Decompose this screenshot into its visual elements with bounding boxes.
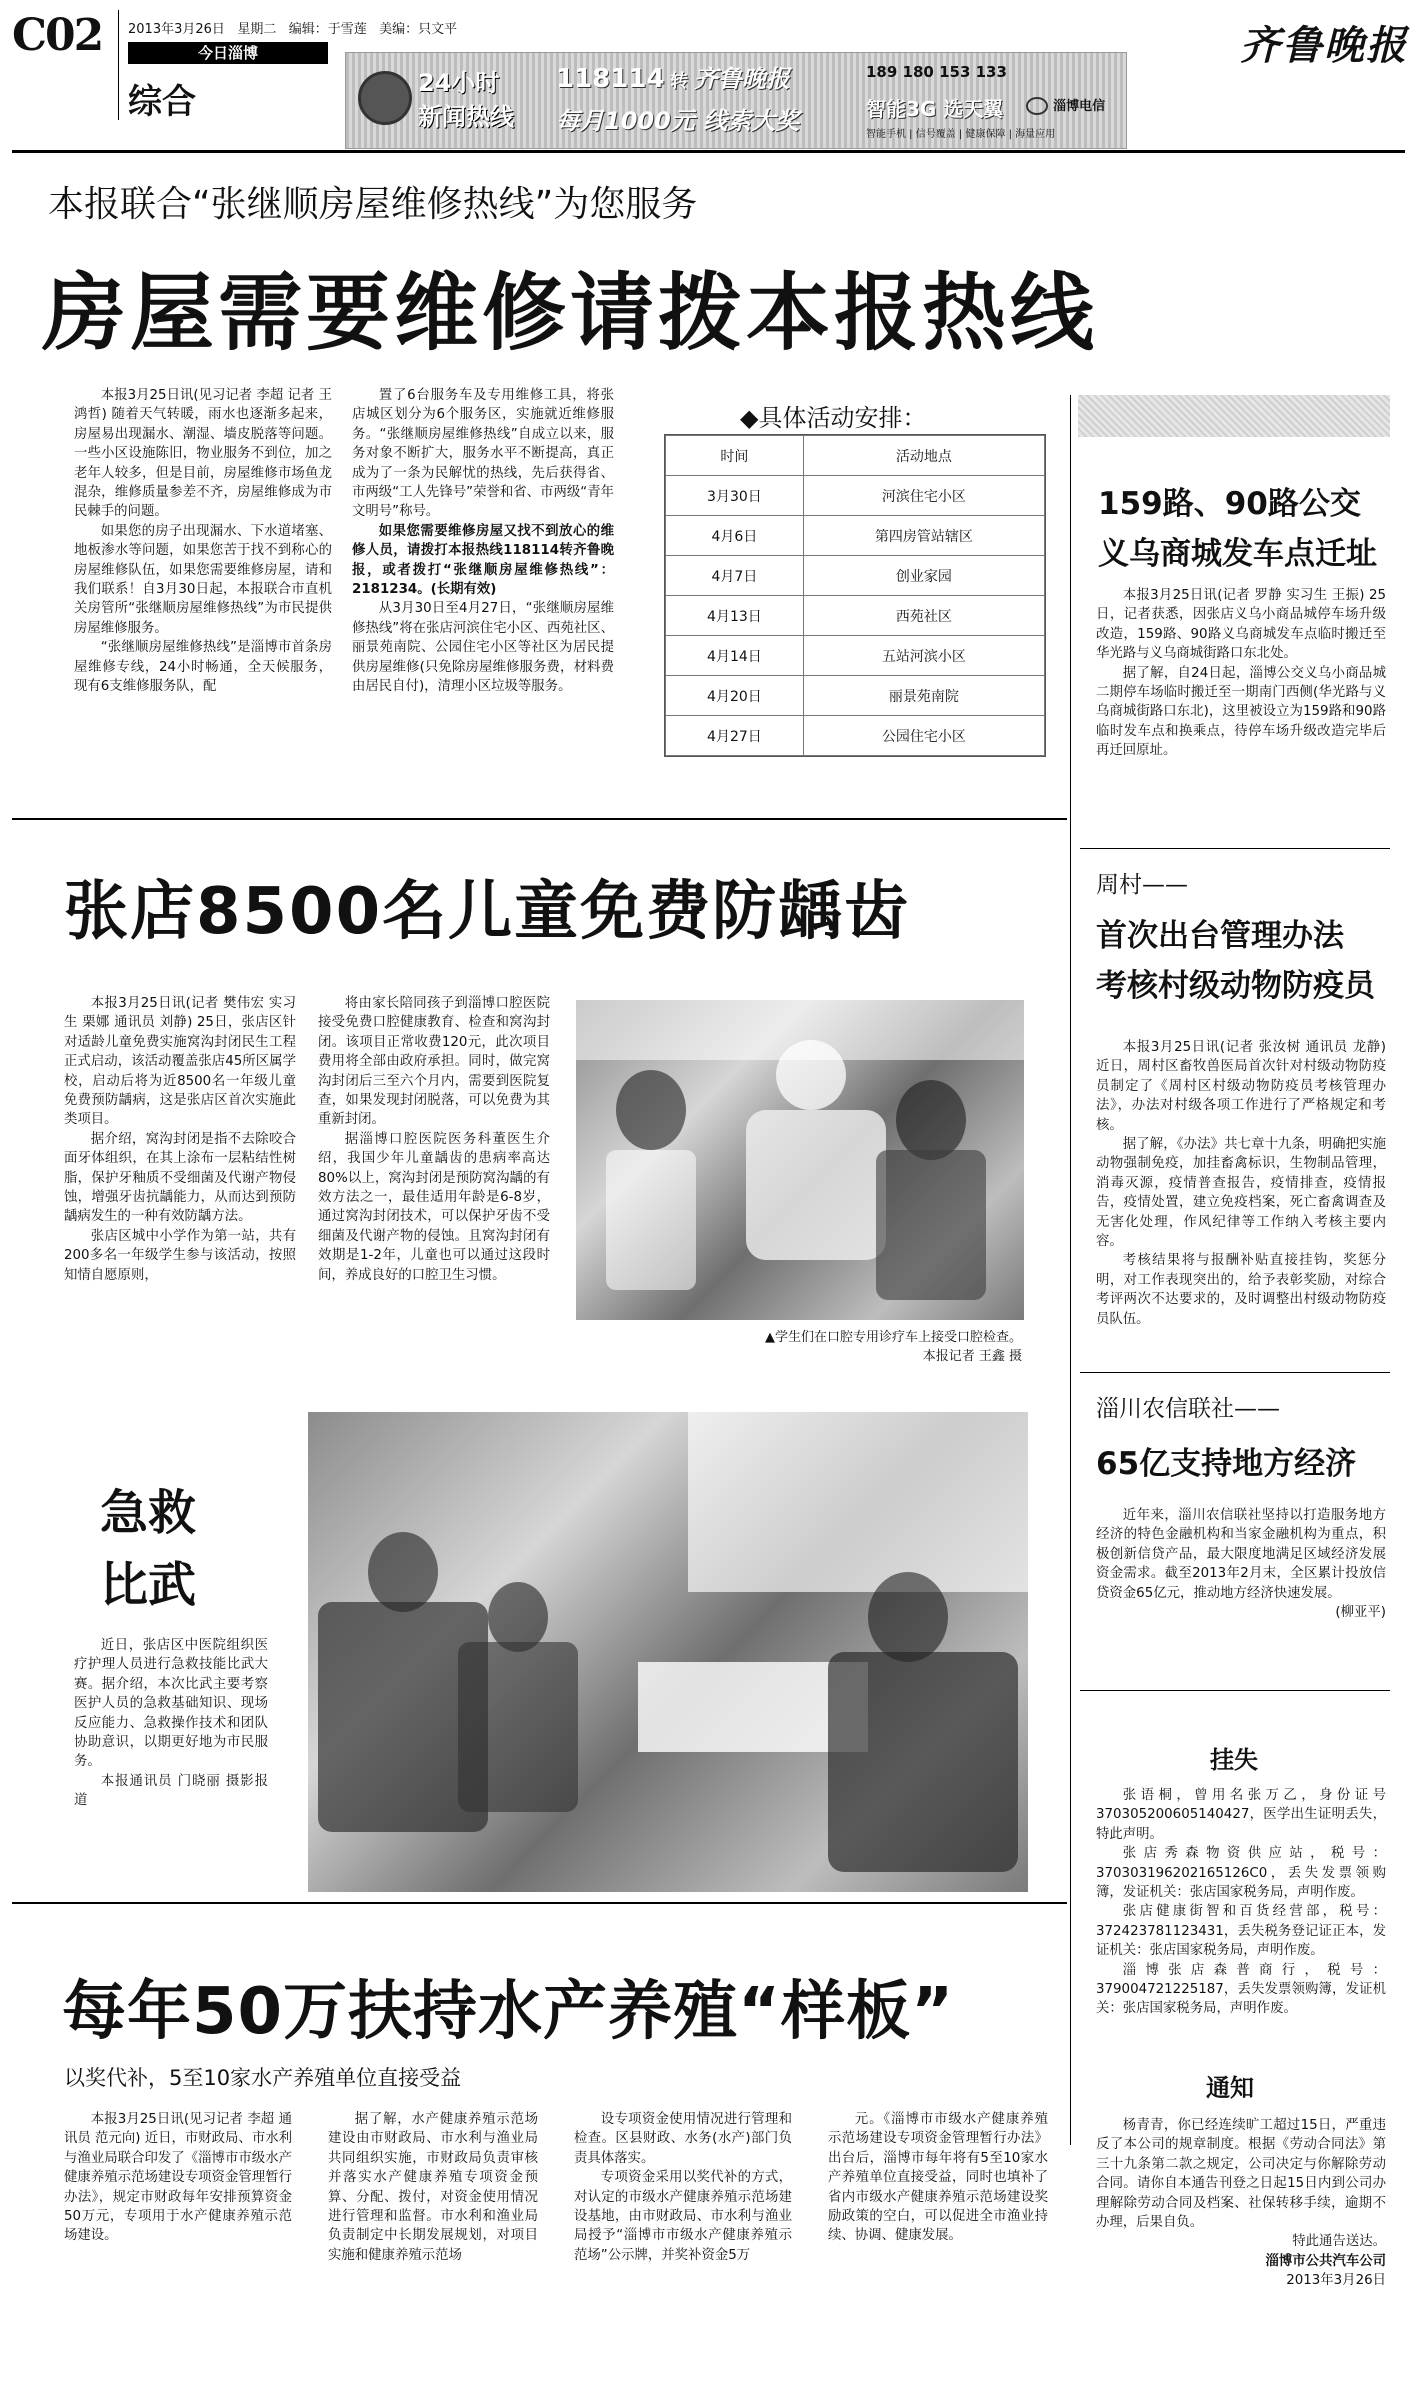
schedule-place: 丽景苑南院 <box>803 676 1044 716</box>
editor-credit: 编辑：于雪莲 <box>288 22 367 37</box>
schedule-row <box>666 636 1045 676</box>
kids-p1: 本报3月25日讯(记者 樊伟宏 实习生 栗娜 通讯员 刘静) 25日，张店区针对适龄儿童免费实施窝沟封闭民生工程正式启动，该活动覆盖张店45所区属学校，启动后将为近8500名一年级儿童免费预防龋病，这是张店区首次实施此类项目。 <box>64 996 296 1128</box>
ad-zhuan: 转 <box>670 71 689 92</box>
zichuan-rule <box>1080 1690 1390 1691</box>
schedule-header-row <box>666 436 1045 476</box>
schedule-table <box>665 435 1045 756</box>
fish-col-3 <box>574 2110 792 2350</box>
ad-slogan: 智能3G 选天翼 <box>866 97 1004 121</box>
schedule-time: 4月6日 <box>666 516 804 556</box>
telecom-icon <box>1026 97 1048 115</box>
issue-weekday: 星期二 <box>237 22 277 37</box>
lead-col-1 <box>74 386 332 806</box>
lead-p2: 如果您的房子出现漏水、下水道堵塞、地板渗水等问题，如果您苦于找不到称心的房屋维修队伍，如果您需要维修房屋，请和我们联系！自3月30日起，本报联合市直机关房管所“张继顺房屋维修热线”为市民提供房屋维修服务。 <box>74 523 332 636</box>
header-rule <box>12 150 1405 153</box>
schedule-place: 河滨住宅小区 <box>803 476 1044 516</box>
ad-number: 118114 <box>556 64 665 94</box>
zichuan-title: 65亿支持地方经济 <box>1096 1446 1357 1482</box>
lead-bottom-rule <box>12 818 1067 820</box>
schedule-header-time: 时间 <box>666 436 804 476</box>
fish-headline: 每年50万扶持水产养殖“样板” <box>62 1975 955 2049</box>
lost-item: 张店健康街智和百货经营部，税号：372423781123431，丢失税务登记证正本，发证机关：张店国家税务局，声明作废。 <box>1096 1904 1386 1959</box>
schedule-title: ◆具体活动安排： <box>740 404 927 432</box>
designer-credit: 美编：只文平 <box>379 22 458 37</box>
fish-col-1 <box>64 2110 292 2350</box>
schedule-time: 4月14日 <box>666 636 804 676</box>
bus-title-1: 159路、90路公交 <box>1098 486 1361 522</box>
lead-p3: “张继顺房屋维修热线”是淄博市首条房屋维修专线，24小时畅通，全天候服务，现有6支维修服务队，配 <box>74 640 332 695</box>
caption-line-1: ▲学生们在口腔专用诊疗车上接受口腔检查。 <box>765 1330 1022 1345</box>
schedule-place: 公园住宅小区 <box>803 716 1044 756</box>
zichuan-kicker: 淄川农信联社—— <box>1096 1396 1280 1422</box>
notice-signer: 淄博市公共汽车公司 <box>1265 2253 1386 2269</box>
ad-telecom: 淄博电信 <box>1053 99 1106 114</box>
schedule-row <box>666 596 1045 636</box>
bus-title-2: 义乌商城发车点迁址 <box>1098 536 1377 572</box>
ad-prize-line: 每月1000元 线索大奖 <box>556 107 800 135</box>
zichuan-p1: 近年来，淄川农信联社坚持以打造服务地方经济的特色金融机构和当家金融机构为重点，积极创新信贷产品，最大限度地满足区域经济发展资金需求。截至2013年2月末，全区累计投放信贷资金65亿元，推动地方经济快速发展。 <box>1096 1508 1386 1601</box>
notice-body <box>1096 2116 1386 2344</box>
firstaid-body <box>74 1636 268 1856</box>
zichuan-byline: (柳亚平) <box>1335 1605 1386 1621</box>
zhoucun-kicker: 周村—— <box>1096 872 1188 898</box>
lead-col-2 <box>352 386 614 806</box>
fish-subhead: 以奖代补，5至10家水产养殖单位直接受益 <box>64 2066 462 2090</box>
header-date-line <box>128 18 457 37</box>
zhoucun-rule <box>1080 1372 1390 1373</box>
firstaid-title-2: 比武 <box>100 1557 197 1613</box>
schedule-row <box>666 516 1045 556</box>
schedule-time: 4月7日 <box>666 556 804 596</box>
zhoucun-p3: 考核结果将与报酬补贴直接挂钩，奖惩分明，对工作表现突出的，给予表彰奖励，对综合考评两次不达要求的，及时调整出村级动物防疫员队伍。 <box>1096 1253 1386 1327</box>
lead-p6: 从3月30日至4月27日，“张继顺房屋维修热线”将在张店河滨住宅小区、西苑社区、丽景苑南院、公园住宅小区等社区为居民提供房屋维修(只免除房屋维修服务费，材料费由居民自付)，清理小区垃圾等服务。 <box>352 601 614 695</box>
schedule-row <box>666 716 1045 756</box>
notice-p1: 杨青青，你已经连续旷工超过15日，严重违反了本公司的规章制度。根据《劳动合同法》第三十九条第二款之规定，公司决定与你解除劳动合同。请你自本通告刊登之日起15日内到公司办理解除劳动合同及档案、社保转移手续，逾期不办理，后果自负。 <box>1096 2118 1386 2231</box>
schedule-place: 第四房管站辖区 <box>803 516 1044 556</box>
bus-body <box>1096 586 1386 840</box>
telecom-logo <box>1026 95 1105 115</box>
schedule-table-wrap <box>664 434 1046 757</box>
bus-rule <box>1080 848 1390 849</box>
fish-col-2 <box>328 2110 538 2350</box>
schedule-row <box>666 676 1045 716</box>
bus-p1: 本报3月25日讯(记者 罗静 实习生 王振) 25日，记者获悉，因张店义乌小商品城停车场升级改造，159路、90路义乌商城发车点临时搬迁至华光路与义乌商城街路口东北处。 <box>1096 588 1386 662</box>
firstaid-bottom-rule <box>12 1902 1067 1904</box>
firstaid-p1: 近日，张店区中医院组织医疗护理人员进行急救技能比武大赛。据介绍，本次比武主要考察医护人员的急救基础知识、现场反应能力、急救操作技术和团队协助意识，以期更好地为市民服务。 <box>74 1638 268 1770</box>
phone-icon <box>358 71 412 125</box>
lost-item: 张语桐，曾用名张万乙，身份证号370305200605140427，医学出生证明丢失，特此声明。 <box>1096 1788 1386 1842</box>
header-divider <box>118 10 119 120</box>
schedule-row <box>666 476 1045 516</box>
lead-p4: 置了6台服务车及专用维修工具，将张店城区划分为6个服务区，实施就近维修服务。“张继顺房屋维修热线”自成立以来，服务对象不断扩大，服务水平不断提高，真正成为了一条为民解忧的热线，先后获得省、市两级“工人先锋号”荣誉和省、市两级“青年文明号”称号。 <box>352 388 614 520</box>
ad-hotline-label: 24小时 <box>418 69 500 97</box>
paper-logo: 齐鲁晚报 <box>1240 22 1408 69</box>
firstaid-title-1: 急救 <box>100 1485 197 1541</box>
section-name: 综合 <box>128 82 196 122</box>
zichuan-body <box>1096 1506 1386 1666</box>
kids-p3: 张店区城中小学作为第一站，共有200多名一年级学生参与该活动，按照知情自愿原则， <box>64 1228 296 1283</box>
fish-p1: 本报3月25日讯(见习记者 李超 通讯员 范元向) 近日，市财政局、市水利与渔业局联合印发了《淄博市市级水产健康养殖示范场建设专项资金管理暂行办法》，规定市财政每年安排预算资金50万元，专项用于水产健康养殖示范场建设。 <box>64 2112 292 2244</box>
hotline-ad-banner <box>345 52 1127 149</box>
ad-hotline-label2: 新闻热线 <box>418 103 514 131</box>
bus-p2: 据了解，自24日起，淄博公交义乌小商品城二期停车场临时搬迁至一期南门西侧(华光路与义乌商城街路口东北)，这里被设立为159路和90路临时发车点和换乘点，待停车场升级改造完毕后再迁回原址。 <box>1096 665 1386 759</box>
fish-col-4 <box>828 2110 1048 2350</box>
lost-title: 挂失 <box>1210 1746 1258 1774</box>
zhoucun-p1: 本报3月25日讯(记者 张汝树 通讯员 龙静) 近日，周村区畜牧兽医局首次针对村级动物防疫员制定了《周村区村级动物防疫员考核管理办法》，办法对村级各项工作进行了严格规定和考核。 <box>1096 1040 1386 1133</box>
ad-paper: 齐鲁晚报 <box>693 65 790 93</box>
schedule-place: 五站河滨小区 <box>803 636 1044 676</box>
lost-item: 淄博张店森普商行，税号：379004721225187，丢失发票领购簿，发证机关：张店国家税务局，声明作废。 <box>1096 1962 1386 2017</box>
schedule-header-place: 活动地点 <box>803 436 1044 476</box>
kids-col-2 <box>318 994 550 1364</box>
schedule-time: 4月20日 <box>666 676 804 716</box>
schedule-time: 3月30日 <box>666 476 804 516</box>
caption-line-2: 本报记者 王鑫 摄 <box>922 1349 1022 1364</box>
kids-p2: 据介绍，窝沟封闭是指不去除咬合面牙体组织，在其上涂布一层粘结性树脂，保护牙釉质不受细菌及代谢产物侵蚀，增强牙齿抗龋能力，从而达到预防龋病发生的一种有效防龋方法。 <box>64 1131 296 1225</box>
lead-p1: 本报3月25日讯(见习记者 李超 记者 王鸿哲) 随着天气转暖，雨水也逐渐多起来，房屋易出现漏水、潮湿、墙皮脱落等问题。一些小区设施陈旧，物业服务不到位，加之老年人较多，但是目前，房屋维修市场鱼龙混杂，维修质量参差不齐，房屋维修成为市民棘手的问题。 <box>74 388 332 520</box>
schedule-row <box>666 556 1045 596</box>
zhoucun-p2: 据了解，《办法》共七章十九条，明确把实施动物强制免疫，加挂畜禽标识，生物制品管理，消毒灭源，疫情普查报告，疫情排查，疫情报告，疫情处置，建立免疫档案，死亡畜禽调查及无害化处理，作风纪律等工作纳入考核主要内容。 <box>1096 1137 1386 1250</box>
zhoucun-title-1: 首次出台管理办法 <box>1096 918 1344 954</box>
fish-p5: 元。《淄博市市级水产健康养殖示范场建设专项资金管理暂行办法》出台后，淄博市每年将有5至10家水产养殖单位直接受益，同时也填补了省内市级水产健康养殖示范场建设奖励政策的空白，可以促进全市渔业持续、协调、健康发展。 <box>828 2112 1048 2244</box>
fish-p3: 设专项资金使用情况进行管理和检查。区县财政、水务(水产)部门负责具体落实。 <box>574 2112 792 2166</box>
zhoucun-title-2: 考核村级动物防疫员 <box>1096 968 1375 1004</box>
section-tag: 今日淄博 <box>128 42 328 64</box>
schedule-time: 4月27日 <box>666 716 804 756</box>
ad-phone-numbers: 189 180 153 133 <box>866 63 1007 81</box>
dental-photo-caption <box>700 1328 1022 1366</box>
zhoucun-body <box>1096 1038 1386 1348</box>
notice-p2: 特此通告送达。 <box>1292 2234 1386 2250</box>
notice-date: 2013年3月26日 <box>1286 2273 1386 2289</box>
lead-p5: 如果您需要维修房屋又找不到放心的维修人员，请拨打本报热线118114转齐鲁晚报，或者拨打“张继顺房屋维修热线”：2181234。(长期有效) <box>352 523 614 598</box>
lead-kicker: 本报联合“张继顺房屋维修热线”为您服务 <box>48 184 698 225</box>
ad-sub-slogans: 智能手机 | 信号覆盖 | 健康保障 | 海量应用 <box>866 129 1056 140</box>
dental-check-photo <box>576 1000 1024 1320</box>
schedule-place: 创业家园 <box>803 556 1044 596</box>
kids-col-1 <box>64 994 296 1364</box>
issue-date: 2013年3月26日 <box>128 22 225 37</box>
fish-p2: 据了解，水产健康养殖示范场建设由市财政局、市水利与渔业局共同组织实施，市财政局负责审核并落实水产健康养殖专项资金预算、分配、拨付，对资金使用情况进行管理和监督。市水利和渔业局负责制定中长期发展规划，对项目实施和健康养殖示范场 <box>328 2112 538 2263</box>
lead-headline: 房屋需要维修请拨本报热线 <box>42 264 1099 362</box>
fish-p4: 专项资金采用以奖代补的方式，对认定的市级水产健康养殖示范场建设基地，由市财政局、市水利与渔业局授予“淄博市市级水产健康养殖示范场”公示牌，并奖补资金5万 <box>574 2170 792 2263</box>
page-code: C02 <box>12 10 103 61</box>
kids-p4: 将由家长陪同孩子到淄博口腔医院接受免费口腔健康教育、检查和窝沟封闭。该项目正常收费120元，此次项目费用将全部由政府承担。同时，做完窝沟封闭后三至六个月内，需要到医院复查，如果发现封闭脱落，可以免费为其重新封闭。 <box>318 996 550 1128</box>
kids-headline: 张店8500名儿童免费防龋齿 <box>64 875 911 949</box>
ad-number-line <box>556 59 790 94</box>
kids-p5: 据淄博口腔医院医务科董医生介绍，我国少年儿童龋齿的患病率高达80%以上，窝沟封闭是预防窝沟龋的有效方法之一，最佳适用年龄是6-8岁，通过窝沟封闭技术，可以保护牙齿不受细菌及代谢产物的侵蚀。且窝沟封闭有效期是1-2年，儿童也可以通过这段时间，养成良好的口腔卫生习惯。 <box>318 1131 550 1283</box>
notice-title: 通知 <box>1206 2074 1254 2102</box>
firstaid-photo <box>308 1412 1028 1892</box>
schedule-place: 西苑社区 <box>803 596 1044 636</box>
firstaid-credit: 本报通讯员 门晓丽 摄影报道 <box>74 1773 268 1809</box>
sidebar-top-bar <box>1078 395 1390 437</box>
lost-body <box>1096 1786 1386 2038</box>
schedule-time: 4月13日 <box>666 596 804 636</box>
lost-item: 张店秀森物资供应站，税号：370303196202165126C0，丢失发票领购簿，发证机关：张店国家税务局，声明作废。 <box>1096 1846 1386 1901</box>
sidebar-divider <box>1070 395 1071 2145</box>
